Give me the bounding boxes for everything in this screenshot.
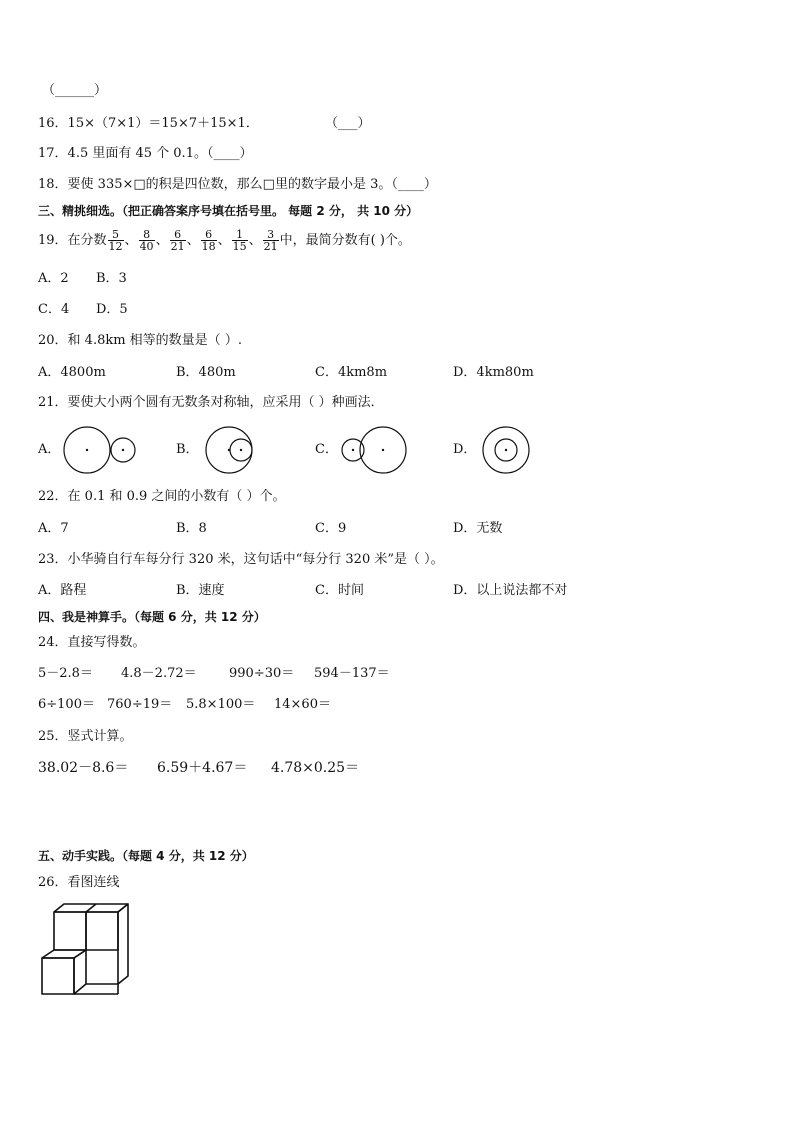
q21-option-c-figure <box>340 425 410 475</box>
q24-r2-c1: 6÷100＝ <box>38 697 95 712</box>
q26-cube-figure <box>40 902 130 998</box>
q23-option-a[interactable]: A．路程 <box>38 583 87 598</box>
section-4-title: 四、我是神算手。（每题 6 分，共 12 分） <box>38 610 266 624</box>
section-5-title: 五、动手实践。（每题 4 分，共 12 分） <box>38 849 254 863</box>
fraction-2: $\frac{8}{40}$ <box>139 228 154 253</box>
q21-option-d-figure <box>481 425 531 475</box>
q24-r1-c2: 4.8－2.72＝ <box>121 666 197 681</box>
q25-item-3: 4.78×0.25＝ <box>271 760 360 776</box>
q22-option-b[interactable]: B．8 <box>176 521 207 536</box>
q24-r2-c3: 5.8×100＝ <box>186 697 256 712</box>
q21-option-c[interactable]: C． <box>315 442 338 457</box>
q21-option-a[interactable]: A． <box>38 442 61 457</box>
q20-option-a[interactable]: A．4800m <box>38 365 106 380</box>
fraction-4: $\frac{6}{18}$ <box>201 228 216 253</box>
q18-stem: 18．要使 335×□的积是四位数，那么□里的数字最小是 3。（____） <box>38 177 437 192</box>
q24-r2-c2: 760÷19＝ <box>107 697 173 712</box>
q24-r1-c4: 594－137＝ <box>314 666 390 681</box>
fraction-6: $\frac{3}{21}$ <box>263 228 278 253</box>
q20-stem: 20．和 4.8km 相等的数量是（ ）. <box>38 333 242 348</box>
q21-option-b[interactable]: B． <box>176 442 199 457</box>
q25-stem: 25．竖式计算。 <box>38 729 133 744</box>
fraction-1: $\frac{5}{12}$ <box>108 228 123 253</box>
q23-option-b[interactable]: B．速度 <box>176 583 225 598</box>
q17-stem: 17．4.5 里面有 45 个 0.1。（____） <box>38 146 253 161</box>
q20-option-b[interactable]: B．480m <box>176 365 236 380</box>
q15-answer-blank[interactable]: （______） <box>42 83 108 98</box>
q21-option-b-figure <box>205 425 265 475</box>
q24-r1-c1: 5－2.8＝ <box>38 666 93 681</box>
q21-stem: 21．要使大小两个圆有无数条对称轴，应采用（ ）种画法． <box>38 395 384 410</box>
q19-option-d[interactable]: D．5 <box>96 302 128 317</box>
q19-option-c[interactable]: C．4 <box>38 302 70 317</box>
q21-option-a-figure <box>60 425 140 475</box>
q22-option-a[interactable]: A．7 <box>38 521 69 536</box>
fraction-5: $\frac{1}{15}$ <box>232 228 247 253</box>
q23-stem: 23．小华骑自行车每分行 320 米，这句话中“每分行 320 米”是（ ）。 <box>38 552 444 567</box>
q23-option-d[interactable]: D．以上说法都不对 <box>453 583 568 598</box>
q19-option-a[interactable]: A．2 <box>38 271 69 286</box>
q20-option-c[interactable]: C．4km8m <box>315 365 388 380</box>
q24-stem: 24．直接写得数。 <box>38 635 146 650</box>
q24-r1-c3: 990÷30＝ <box>229 666 295 681</box>
q21-option-d[interactable]: D． <box>453 442 477 457</box>
q25-item-1: 38.02－8.6＝ <box>38 760 129 776</box>
q22-option-d[interactable]: D．无数 <box>453 521 503 536</box>
fraction-3: $\frac{6}{21}$ <box>170 228 185 253</box>
section-3-title: 三、精挑细选。（把正确答案序号填在括号里。 每题 2 分， 共 10 分） <box>38 204 419 218</box>
q23-option-c[interactable]: C．时间 <box>315 583 364 598</box>
q22-stem: 22．在 0.1 和 0.9 之间的小数有（ ）个。 <box>38 489 286 504</box>
q25-item-2: 6.59＋4.67＝ <box>157 760 248 776</box>
q16-answer-blank[interactable]: （___） <box>325 116 371 131</box>
q26-stem: 26．看图连线 <box>38 875 120 890</box>
q19-prefix: 19．在分数 <box>38 233 107 248</box>
q20-option-d[interactable]: D．4km80m <box>453 365 534 380</box>
q24-r2-c4: 14×60＝ <box>274 697 331 712</box>
q16-stem: 16．15×（7×1）＝15×7＋15×1． <box>38 116 259 131</box>
q19-suffix: 中，最简分数有( )个。 <box>279 233 411 248</box>
q22-option-c[interactable]: C．9 <box>315 521 347 536</box>
q19-stem: 19．在分数 $\frac{5}{12}$ 、 $\frac{8}{40}$ 、 $\frac{6}{21}$ 、 $\frac{6}{18}$ 、 $\frac{1}{15}$ 、 $\frac{3}{21}$ 中，最简分数有( )个。 <box>38 228 411 253</box>
q19-option-b[interactable]: B．3 <box>96 271 127 286</box>
